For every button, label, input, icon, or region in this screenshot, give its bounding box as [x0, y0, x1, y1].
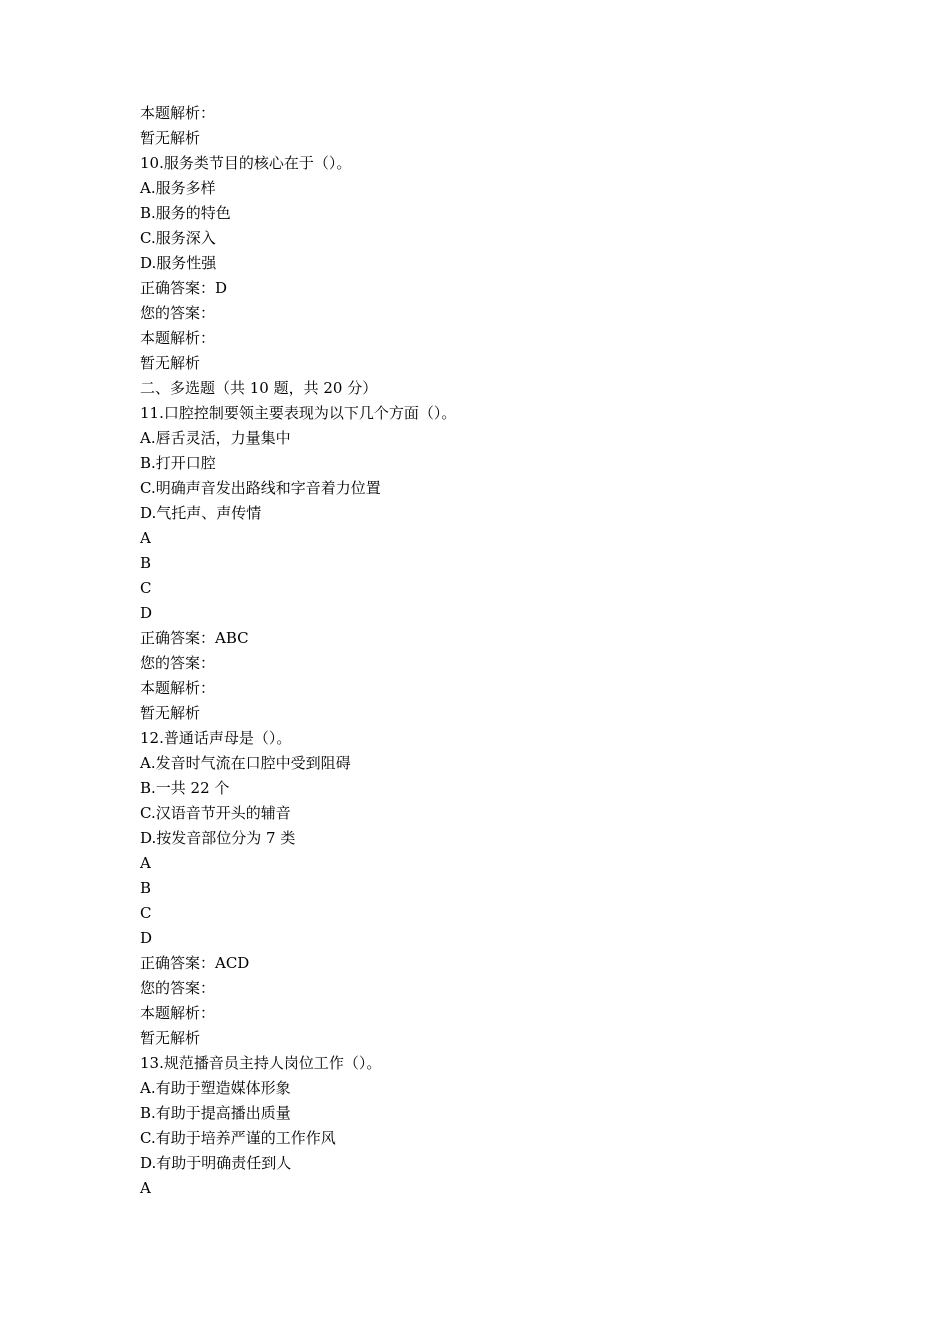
- text-line: 12.普通话声母是（）。: [140, 729, 292, 747]
- text-line: C.有助于培养严谨的工作作风: [140, 1129, 336, 1147]
- text-line: D.气托声、声传情: [140, 504, 262, 522]
- text-line: 11.口腔控制要领主要表现为以下几个方面（）。: [140, 404, 457, 422]
- text-line: A: [140, 529, 151, 547]
- text-line: C.服务深入: [140, 229, 216, 247]
- text-line: 正确答案：ACD: [140, 954, 250, 972]
- text-line: C.明确声音发出路线和字音着力位置: [140, 479, 381, 497]
- text-line: C.汉语音节开头的辅音: [140, 804, 291, 822]
- text-line: A: [140, 854, 151, 872]
- text-line: 暂无解析: [140, 1029, 201, 1047]
- text-line: B.服务的特色: [140, 204, 231, 222]
- text-line: D: [140, 929, 153, 947]
- text-line: C: [140, 579, 152, 597]
- text-line: 暂无解析: [140, 354, 201, 372]
- text-line: A.有助于塑造媒体形象: [140, 1079, 291, 1097]
- text-line: 您的答案：: [140, 304, 216, 322]
- text-line: D.有助于明确责任到人: [140, 1154, 292, 1172]
- text-line: A.服务多样: [140, 179, 216, 197]
- text-line: 正确答案：ABC: [140, 629, 249, 647]
- text-line: 暂无解析: [140, 704, 201, 722]
- text-line: D.按发音部位分为 7 类: [140, 829, 296, 847]
- text-line: 本题解析：: [140, 104, 216, 122]
- text-line: C: [140, 904, 152, 922]
- text-line: D: [140, 604, 153, 622]
- text-line: A.发音时气流在口腔中受到阻碍: [140, 754, 351, 772]
- text-line: 您的答案：: [140, 979, 216, 997]
- text-line: D.服务性强: [140, 254, 217, 272]
- text-line: B.有助于提高播出质量: [140, 1104, 291, 1122]
- text-line: 本题解析：: [140, 329, 216, 347]
- text-line: 暂无解析: [140, 129, 201, 147]
- document-body: [140, 101, 900, 1201]
- text-line: B.一共 22 个: [140, 779, 230, 797]
- text-line: A.唇舌灵活，力量集中: [140, 429, 291, 447]
- text-line: 本题解析：: [140, 1004, 216, 1022]
- text-line: B: [140, 879, 152, 897]
- text-line: B.打开口腔: [140, 454, 216, 472]
- text-line: 二、多选题（共 10 题，共 20 分）: [140, 379, 378, 397]
- text-line: 13.规范播音员主持人岗位工作（）。: [140, 1054, 382, 1072]
- text-line: B: [140, 554, 152, 572]
- text-line: 正确答案：D: [140, 279, 228, 297]
- text-line: A: [140, 1179, 151, 1197]
- text-line: 10.服务类节目的核心在于（）。: [140, 154, 352, 172]
- text-line: 您的答案：: [140, 654, 216, 672]
- text-line: 本题解析：: [140, 679, 216, 697]
